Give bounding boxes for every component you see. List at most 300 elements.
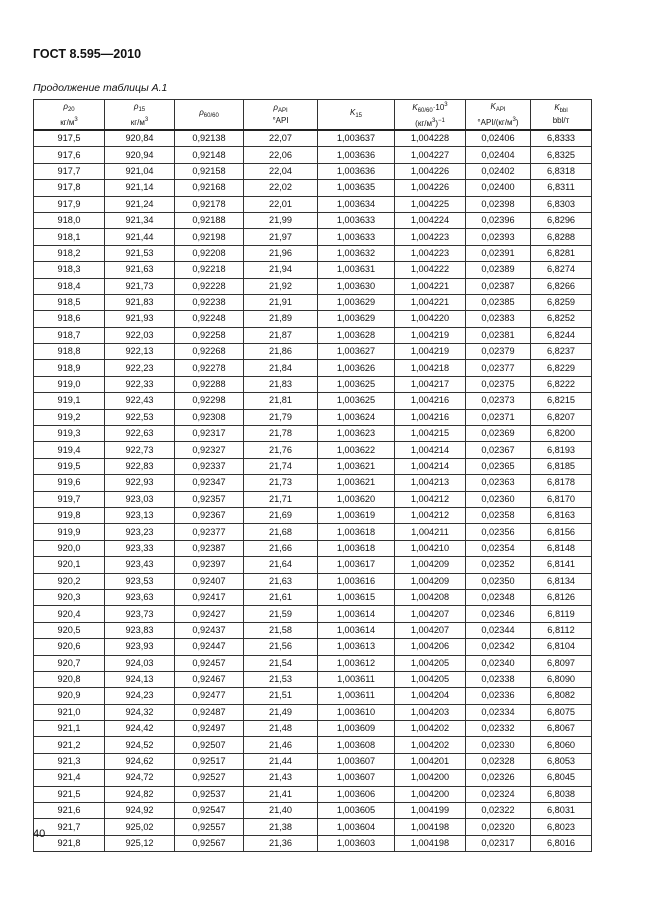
k6060-cell: 1,004214	[395, 458, 466, 474]
rho20-cell: 920,4	[34, 606, 105, 622]
k6060-cell: 1,004199	[395, 803, 466, 819]
kbbl-cell: 6,8200	[531, 426, 592, 442]
k6060-cell: 1,004216	[395, 409, 466, 425]
kbbl-cell: 6,8170	[531, 491, 592, 507]
k15-cell: 1,003625	[318, 393, 395, 409]
kbbl-cell: 6,8281	[531, 245, 592, 261]
rho20-cell: 920,1	[34, 557, 105, 573]
rho20-cell: 918,4	[34, 278, 105, 294]
k15-cell: 1,003611	[318, 688, 395, 704]
rho6060-cell: 0,92258	[175, 327, 244, 343]
rho15-cell: 924,03	[105, 655, 175, 671]
kbbl-cell: 6,8060	[531, 737, 592, 753]
rho6060-cell: 0,92298	[175, 393, 244, 409]
k6060-cell: 1,004198	[395, 835, 466, 851]
rho20-cell: 919,9	[34, 524, 105, 540]
rho-api-cell: 21,51	[244, 688, 318, 704]
k-api-cell: 0,02365	[466, 458, 531, 474]
k-api-cell: 0,02317	[466, 835, 531, 851]
k15-cell: 1,003627	[318, 344, 395, 360]
kbbl-cell: 6,8252	[531, 311, 592, 327]
table-row	[34, 376, 592, 392]
kbbl-cell: 6,8156	[531, 524, 592, 540]
rho15-cell: 922,63	[105, 426, 175, 442]
rho20-cell: 919,5	[34, 458, 105, 474]
rho6060-cell: 0,92447	[175, 639, 244, 655]
rho15-cell: 921,34	[105, 212, 175, 228]
rho20-cell: 921,2	[34, 737, 105, 753]
table-row	[34, 819, 592, 835]
k15-cell: 1,003607	[318, 770, 395, 786]
rho15-cell: 922,43	[105, 393, 175, 409]
table-header-row	[34, 100, 592, 131]
k6060-cell: 1,004207	[395, 622, 466, 638]
rho20-cell: 919,0	[34, 376, 105, 392]
k6060-cell: 1,004224	[395, 212, 466, 228]
rho-api-cell: 21,66	[244, 540, 318, 556]
k6060-cell: 1,004228	[395, 130, 466, 147]
k6060-cell: 1,004218	[395, 360, 466, 376]
k-api-cell: 0,02371	[466, 409, 531, 425]
rho6060-cell: 0,92537	[175, 786, 244, 802]
table-caption: Продолжение таблицы А.1	[33, 82, 168, 94]
k-api-cell: 0,02400	[466, 180, 531, 196]
rho6060-cell: 0,92407	[175, 573, 244, 589]
rho15-cell: 921,24	[105, 196, 175, 212]
rho20-cell: 920,6	[34, 639, 105, 655]
k-api-cell: 0,02387	[466, 278, 531, 294]
table-row	[34, 803, 592, 819]
rho15-cell: 923,03	[105, 491, 175, 507]
table-body	[34, 130, 592, 852]
k15-cell: 1,003611	[318, 671, 395, 687]
k6060-cell: 1,004198	[395, 819, 466, 835]
rho-api-cell: 21,46	[244, 737, 318, 753]
k-api-cell: 0,02396	[466, 212, 531, 228]
header-rho-api: $\rho_{API}$ °API	[244, 100, 318, 131]
table-row	[34, 262, 592, 278]
rho15-cell: 923,23	[105, 524, 175, 540]
rho6060-cell: 0,92228	[175, 278, 244, 294]
rho20-cell: 917,6	[34, 147, 105, 163]
k6060-cell: 1,004211	[395, 524, 466, 540]
rho-api-cell: 21,48	[244, 721, 318, 737]
k15-cell: 1,003625	[318, 376, 395, 392]
rho6060-cell: 0,92387	[175, 540, 244, 556]
k6060-cell: 1,004207	[395, 606, 466, 622]
kbbl-cell: 6,8104	[531, 639, 592, 655]
k15-cell: 1,003620	[318, 491, 395, 507]
table-row	[34, 409, 592, 425]
rho-api-cell: 21,79	[244, 409, 318, 425]
table-row	[34, 688, 592, 704]
table-row	[34, 130, 592, 147]
rho15-cell: 921,73	[105, 278, 175, 294]
rho6060-cell: 0,92417	[175, 589, 244, 605]
rho6060-cell: 0,92567	[175, 835, 244, 851]
k6060-cell: 1,004227	[395, 147, 466, 163]
k6060-cell: 1,004208	[395, 589, 466, 605]
rho15-cell: 922,23	[105, 360, 175, 376]
k15-cell: 1,003633	[318, 212, 395, 228]
k-api-cell: 0,02381	[466, 327, 531, 343]
kbbl-cell: 6,8303	[531, 196, 592, 212]
kbbl-cell: 6,8023	[531, 819, 592, 835]
rho-api-cell: 21,41	[244, 786, 318, 802]
rho-api-cell: 21,40	[244, 803, 318, 819]
rho15-cell: 921,83	[105, 294, 175, 310]
rho20-cell: 918,8	[34, 344, 105, 360]
rho15-cell: 922,83	[105, 458, 175, 474]
k15-cell: 1,003621	[318, 458, 395, 474]
rho15-cell: 924,92	[105, 803, 175, 819]
table-row	[34, 753, 592, 769]
rho15-cell: 923,33	[105, 540, 175, 556]
document-header: ГОСТ 8.595—2010	[33, 47, 142, 61]
kbbl-cell: 6,8163	[531, 507, 592, 523]
rho-api-cell: 21,99	[244, 212, 318, 228]
rho-api-cell: 21,38	[244, 819, 318, 835]
table-row	[34, 475, 592, 491]
table-row	[34, 360, 592, 376]
k6060-cell: 1,004203	[395, 704, 466, 720]
rho6060-cell: 0,92278	[175, 360, 244, 376]
rho6060-cell: 0,92168	[175, 180, 244, 196]
kbbl-cell: 6,8296	[531, 212, 592, 228]
rho6060-cell: 0,92397	[175, 557, 244, 573]
k6060-cell: 1,004216	[395, 393, 466, 409]
table-row	[34, 589, 592, 605]
rho-api-cell: 21,78	[244, 426, 318, 442]
kbbl-cell: 6,8259	[531, 294, 592, 310]
table-row	[34, 278, 592, 294]
k15-cell: 1,003622	[318, 442, 395, 458]
k15-cell: 1,003604	[318, 819, 395, 835]
rho-api-cell: 21,87	[244, 327, 318, 343]
rho15-cell: 925,02	[105, 819, 175, 835]
rho20-cell: 917,5	[34, 130, 105, 147]
k15-cell: 1,003634	[318, 196, 395, 212]
rho-api-cell: 21,89	[244, 311, 318, 327]
rho-api-cell: 21,76	[244, 442, 318, 458]
table-row	[34, 721, 592, 737]
kbbl-cell: 6,8229	[531, 360, 592, 376]
k6060-cell: 1,004221	[395, 278, 466, 294]
header-rho6060: $\rho_{60/60}$	[175, 100, 244, 131]
rho6060-cell: 0,92477	[175, 688, 244, 704]
rho15-cell: 922,73	[105, 442, 175, 458]
kbbl-cell: 6,8274	[531, 262, 592, 278]
rho15-cell: 922,03	[105, 327, 175, 343]
table-row	[34, 786, 592, 802]
k-api-cell: 0,02340	[466, 655, 531, 671]
rho6060-cell: 0,92437	[175, 622, 244, 638]
rho6060-cell: 0,92557	[175, 819, 244, 835]
rho-api-cell: 21,43	[244, 770, 318, 786]
rho-api-cell: 21,73	[244, 475, 318, 491]
table-row	[34, 737, 592, 753]
k15-cell: 1,003617	[318, 557, 395, 573]
k6060-cell: 1,004217	[395, 376, 466, 392]
k6060-cell: 1,004223	[395, 245, 466, 261]
k15-cell: 1,003606	[318, 786, 395, 802]
rho15-cell: 922,13	[105, 344, 175, 360]
k15-cell: 1,003614	[318, 606, 395, 622]
kbbl-cell: 6,8266	[531, 278, 592, 294]
table-row	[34, 704, 592, 720]
table-row	[34, 229, 592, 245]
rho6060-cell: 0,92347	[175, 475, 244, 491]
k6060-cell: 1,004201	[395, 753, 466, 769]
rho15-cell: 924,42	[105, 721, 175, 737]
k-api-cell: 0,02402	[466, 163, 531, 179]
k6060-cell: 1,004226	[395, 163, 466, 179]
rho6060-cell: 0,92327	[175, 442, 244, 458]
rho15-cell: 921,44	[105, 229, 175, 245]
k-api-cell: 0,02373	[466, 393, 531, 409]
rho20-cell: 918,7	[34, 327, 105, 343]
rho20-cell: 921,0	[34, 704, 105, 720]
k6060-cell: 1,004210	[395, 540, 466, 556]
table-row	[34, 540, 592, 556]
k15-cell: 1,003624	[318, 409, 395, 425]
kbbl-cell: 6,8185	[531, 458, 592, 474]
rho20-cell: 920,2	[34, 573, 105, 589]
rho-api-cell: 21,64	[244, 557, 318, 573]
table-row	[34, 557, 592, 573]
rho15-cell: 924,13	[105, 671, 175, 687]
k6060-cell: 1,004214	[395, 442, 466, 458]
rho15-cell: 924,52	[105, 737, 175, 753]
k15-cell: 1,003610	[318, 704, 395, 720]
k6060-cell: 1,004225	[395, 196, 466, 212]
k-api-cell: 0,02385	[466, 294, 531, 310]
kbbl-cell: 6,8207	[531, 409, 592, 425]
rho6060-cell: 0,92317	[175, 426, 244, 442]
rho20-cell: 920,8	[34, 671, 105, 687]
kbbl-cell: 6,8325	[531, 147, 592, 163]
k15-cell: 1,003603	[318, 835, 395, 851]
k15-cell: 1,003633	[318, 229, 395, 245]
rho-api-cell: 21,97	[244, 229, 318, 245]
k15-cell: 1,003629	[318, 294, 395, 310]
rho6060-cell: 0,92507	[175, 737, 244, 753]
k-api-cell: 0,02338	[466, 671, 531, 687]
k6060-cell: 1,004202	[395, 737, 466, 753]
k-api-cell: 0,02342	[466, 639, 531, 655]
rho-api-cell: 21,58	[244, 622, 318, 638]
rho15-cell: 921,14	[105, 180, 175, 196]
table-row	[34, 442, 592, 458]
table-row	[34, 639, 592, 655]
rho-api-cell: 21,84	[244, 360, 318, 376]
rho15-cell: 921,53	[105, 245, 175, 261]
table-row	[34, 327, 592, 343]
rho6060-cell: 0,92308	[175, 409, 244, 425]
rho20-cell: 919,6	[34, 475, 105, 491]
rho6060-cell: 0,92497	[175, 721, 244, 737]
rho20-cell: 918,0	[34, 212, 105, 228]
header-kbbl: $K_{bbl}$ bbl/т	[531, 100, 592, 131]
rho-api-cell: 21,53	[244, 671, 318, 687]
table-row	[34, 507, 592, 523]
kbbl-cell: 6,8031	[531, 803, 592, 819]
rho6060-cell: 0,92367	[175, 507, 244, 523]
k15-cell: 1,003609	[318, 721, 395, 737]
rho-api-cell: 21,71	[244, 491, 318, 507]
k15-cell: 1,003636	[318, 163, 395, 179]
kbbl-cell: 6,8148	[531, 540, 592, 556]
kbbl-cell: 6,8134	[531, 573, 592, 589]
rho15-cell: 923,93	[105, 639, 175, 655]
kbbl-cell: 6,8097	[531, 655, 592, 671]
k15-cell: 1,003618	[318, 524, 395, 540]
rho20-cell: 920,9	[34, 688, 105, 704]
kbbl-cell: 6,8222	[531, 376, 592, 392]
header-k15: $K_{15}$	[318, 100, 395, 131]
k15-cell: 1,003613	[318, 639, 395, 655]
rho6060-cell: 0,92208	[175, 245, 244, 261]
rho-api-cell: 22,07	[244, 130, 318, 147]
table-row	[34, 393, 592, 409]
rho15-cell: 924,72	[105, 770, 175, 786]
rho15-cell: 924,23	[105, 688, 175, 704]
kbbl-cell: 6,8237	[531, 344, 592, 360]
k6060-cell: 1,004213	[395, 475, 466, 491]
rho6060-cell: 0,92138	[175, 130, 244, 147]
k-api-cell: 0,02330	[466, 737, 531, 753]
rho15-cell: 921,93	[105, 311, 175, 327]
k15-cell: 1,003631	[318, 262, 395, 278]
rho6060-cell: 0,92238	[175, 294, 244, 310]
rho-api-cell: 21,91	[244, 294, 318, 310]
rho15-cell: 924,82	[105, 786, 175, 802]
k-api-cell: 0,02332	[466, 721, 531, 737]
rho20-cell: 921,3	[34, 753, 105, 769]
rho20-cell: 918,9	[34, 360, 105, 376]
k6060-cell: 1,004205	[395, 671, 466, 687]
rho-api-cell: 21,56	[244, 639, 318, 655]
table-row	[34, 426, 592, 442]
k6060-cell: 1,004221	[395, 294, 466, 310]
rho15-cell: 922,93	[105, 475, 175, 491]
k15-cell: 1,003626	[318, 360, 395, 376]
rho-api-cell: 21,81	[244, 393, 318, 409]
rho6060-cell: 0,92467	[175, 671, 244, 687]
k15-cell: 1,003637	[318, 130, 395, 147]
kbbl-cell: 6,8067	[531, 721, 592, 737]
rho20-cell: 921,1	[34, 721, 105, 737]
header-k6060: $K_{60/60}\cdot 10^3$ $(кг/м^3)^{-1}$	[395, 100, 466, 131]
kbbl-cell: 6,8119	[531, 606, 592, 622]
rho20-cell: 919,4	[34, 442, 105, 458]
rho-api-cell: 22,04	[244, 163, 318, 179]
rho15-cell: 923,53	[105, 573, 175, 589]
k-api-cell: 0,02352	[466, 557, 531, 573]
k15-cell: 1,003629	[318, 311, 395, 327]
k6060-cell: 1,004223	[395, 229, 466, 245]
k15-cell: 1,003628	[318, 327, 395, 343]
k-api-cell: 0,02360	[466, 491, 531, 507]
rho20-cell: 918,6	[34, 311, 105, 327]
rho-api-cell: 21,49	[244, 704, 318, 720]
rho20-cell: 917,7	[34, 163, 105, 179]
kbbl-cell: 6,8016	[531, 835, 592, 851]
kbbl-cell: 6,8311	[531, 180, 592, 196]
rho15-cell: 923,83	[105, 622, 175, 638]
k-api-cell: 0,02393	[466, 229, 531, 245]
k-api-cell: 0,02354	[466, 540, 531, 556]
rho-api-cell: 21,96	[244, 245, 318, 261]
rho-api-cell: 21,92	[244, 278, 318, 294]
kbbl-cell: 6,8288	[531, 229, 592, 245]
kbbl-cell: 6,8141	[531, 557, 592, 573]
k15-cell: 1,003608	[318, 737, 395, 753]
rho15-cell: 921,63	[105, 262, 175, 278]
rho6060-cell: 0,92268	[175, 344, 244, 360]
rho15-cell: 920,94	[105, 147, 175, 163]
rho20-cell: 918,3	[34, 262, 105, 278]
k6060-cell: 1,004226	[395, 180, 466, 196]
k-api-cell: 0,02322	[466, 803, 531, 819]
table-row	[34, 245, 592, 261]
rho15-cell: 924,32	[105, 704, 175, 720]
rho20-cell: 920,5	[34, 622, 105, 638]
rho15-cell: 925,12	[105, 835, 175, 851]
kbbl-cell: 6,8178	[531, 475, 592, 491]
k-api-cell: 0,02377	[466, 360, 531, 376]
rho20-cell: 918,5	[34, 294, 105, 310]
rho-api-cell: 21,94	[244, 262, 318, 278]
k6060-cell: 1,004206	[395, 639, 466, 655]
k6060-cell: 1,004212	[395, 491, 466, 507]
rho15-cell: 921,04	[105, 163, 175, 179]
rho-api-cell: 21,86	[244, 344, 318, 360]
rho-api-cell: 21,61	[244, 589, 318, 605]
kbbl-cell: 6,8318	[531, 163, 592, 179]
rho20-cell: 918,1	[34, 229, 105, 245]
rho6060-cell: 0,92148	[175, 147, 244, 163]
table-row	[34, 573, 592, 589]
k6060-cell: 1,004212	[395, 507, 466, 523]
k-api-cell: 0,02344	[466, 622, 531, 638]
kbbl-cell: 6,8244	[531, 327, 592, 343]
rho6060-cell: 0,92377	[175, 524, 244, 540]
k15-cell: 1,003612	[318, 655, 395, 671]
k-api-cell: 0,02406	[466, 130, 531, 147]
kbbl-cell: 6,8112	[531, 622, 592, 638]
k-api-cell: 0,02326	[466, 770, 531, 786]
k-api-cell: 0,02334	[466, 704, 531, 720]
k15-cell: 1,003614	[318, 622, 395, 638]
k-api-cell: 0,02346	[466, 606, 531, 622]
rho20-cell: 921,6	[34, 803, 105, 819]
table-row	[34, 163, 592, 179]
rho-api-cell: 22,01	[244, 196, 318, 212]
rho15-cell: 923,73	[105, 606, 175, 622]
data-table	[33, 99, 592, 852]
k-api-cell: 0,02358	[466, 507, 531, 523]
rho20-cell: 921,8	[34, 835, 105, 851]
rho6060-cell: 0,92487	[175, 704, 244, 720]
rho6060-cell: 0,92178	[175, 196, 244, 212]
rho-api-cell: 21,83	[244, 376, 318, 392]
rho6060-cell: 0,92457	[175, 655, 244, 671]
k-api-cell: 0,02398	[466, 196, 531, 212]
k15-cell: 1,003618	[318, 540, 395, 556]
k-api-cell: 0,02324	[466, 786, 531, 802]
rho6060-cell: 0,92188	[175, 212, 244, 228]
